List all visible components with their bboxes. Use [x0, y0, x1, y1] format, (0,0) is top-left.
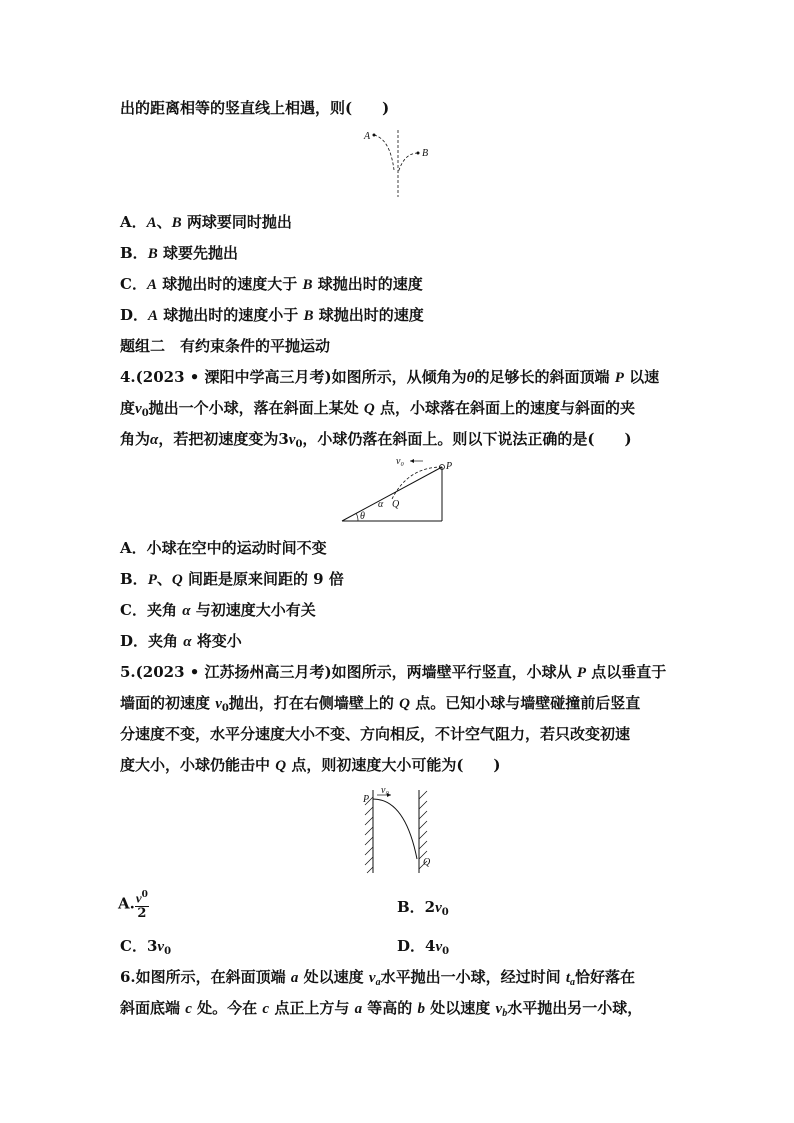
q4-option-d: D．夹角 α 将变小: [120, 632, 242, 650]
q5-option-d: D．$4v_0$: [397, 937, 450, 957]
label-alpha: α: [378, 499, 384, 510]
q5-option-b: B．$2v_0$: [397, 898, 449, 918]
label-P: P: [363, 794, 370, 805]
section-heading: 题组二 有约束条件的平抛运动: [120, 337, 331, 355]
label-Q: Q: [423, 857, 431, 868]
q3-option-a: A．A、B 两球要同时抛出: [120, 213, 292, 231]
label-B: B: [422, 148, 429, 159]
q5-line-4: 度大小，小球仍能击中 Q 点，则初速度大小可能为( ): [120, 756, 501, 774]
q3-option-b: B．B 球要先抛出: [120, 244, 238, 262]
q5-option-a: A. $\frac{v^0}{2}$: [118, 890, 148, 922]
q6-line-2: 斜面底端 c 处。今在 c 点正上方与 a 等高的 b 处以速度 $v_b$水平抛出另一小球，: [120, 999, 643, 1019]
label-v0: v₀: [396, 456, 404, 467]
q4-line-2: 度$v_0$抛出一个小球，落在斜面上某处 Q 点，小球落在斜面上的速度与斜面的夹: [120, 399, 635, 419]
q4-option-a: A．小球在空中的运动时间不变: [120, 539, 327, 557]
q5-line-2: 墙面的初速度 $v_0$抛出，打在右侧墙壁上的 Q 点。已知小球与墙壁碰撞前后竖直: [120, 694, 641, 714]
q6-line-1: 6.如图所示，在斜面顶端 a 处以速度 $v_a$水平抛出一小球，经过时间 $t_a$恰好落在: [120, 968, 635, 988]
label-Q: Q: [392, 499, 400, 510]
figure-q4-incline: [338, 455, 458, 527]
q5-option-c: C．$3v_0$: [120, 937, 172, 957]
intro-line: 出的距离相等的竖直线上相遇，则( ): [120, 99, 390, 117]
q4-option-c: C．夹角 α 与初速度大小有关: [120, 601, 316, 619]
figure-q3-trajectories: [360, 125, 440, 200]
q3-option-d: D．A 球抛出时的速度小于 B 球抛出时的速度: [120, 306, 424, 324]
q4-line-3: 角为α，若把初速度变为$3v_0$，小球仍落在斜面上。则以下说法正确的是( ): [120, 430, 632, 450]
label-theta: θ: [360, 511, 365, 522]
q5-line-3: 分速度不变，水平分速度大小不变、方向相反，不计空气阻力，若只改变初速: [120, 725, 631, 743]
q4-option-b: B．P、Q 间距是原来间距的 9 倍: [120, 570, 344, 588]
q5-line-1: 5.(2023 • 江苏扬州高三月考)如图所示，两墙壁平行竖直，小球从 P 点以垂直于: [120, 663, 667, 681]
label-v0: v₀: [381, 785, 389, 796]
q4-line-1: 4.(2023 • 溧阳中学高三月考)如图所示，从倾角为θ的足够长的斜面顶端 P 以速: [120, 368, 660, 386]
label-A: A: [364, 131, 371, 142]
figure-q5-walls: [355, 785, 445, 877]
q3-option-c: C．A 球抛出时的速度大于 B 球抛出时的速度: [120, 275, 423, 293]
label-P: P: [446, 461, 453, 472]
